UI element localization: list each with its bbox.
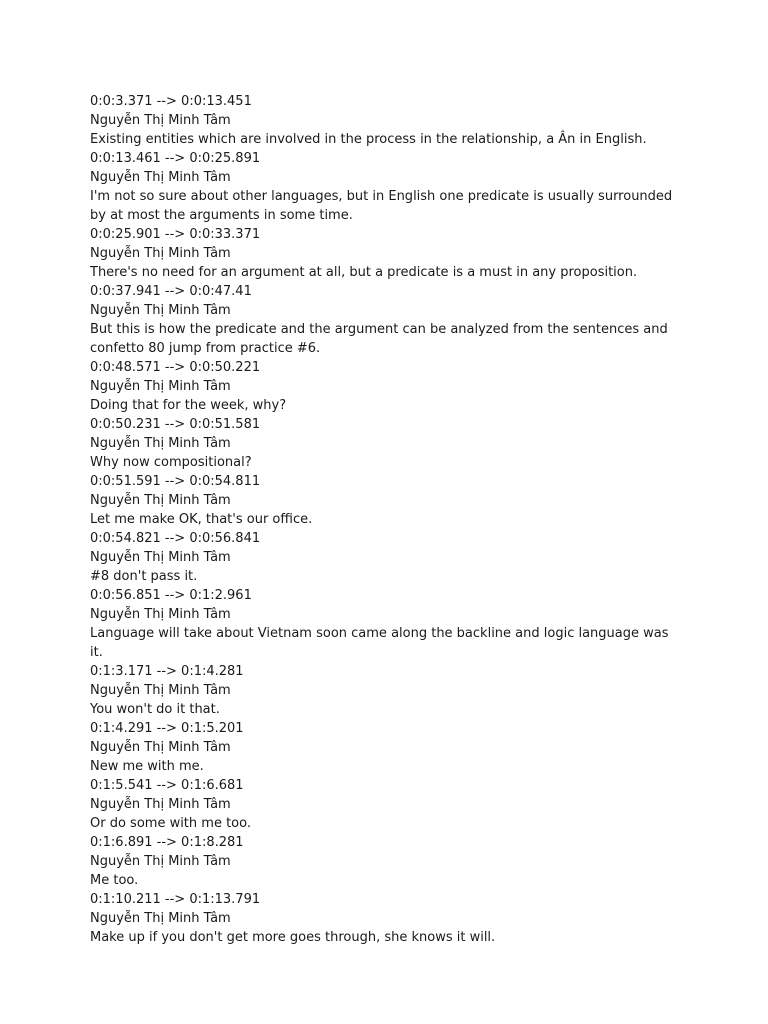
timestamp: 0:1:4.291 --> 0:1:5.201 [90, 721, 244, 736]
transcript-entry [90, 529, 680, 586]
timestamp: 0:0:13.461 --> 0:0:25.891 [90, 151, 261, 166]
utterance-text: Existing entities which are involved in the process in the relationship, a Ân in English. [90, 132, 647, 147]
speaker-name: Nguyễn Thị Minh Tâm [90, 113, 231, 128]
utterance-text: New me with me. [90, 759, 204, 774]
timestamp: 0:1:3.171 --> 0:1:4.281 [90, 664, 244, 679]
timestamp: 0:1:5.541 --> 0:1:6.681 [90, 778, 244, 793]
timestamp: 0:1:10.211 --> 0:1:13.791 [90, 892, 261, 907]
speaker-name: Nguyễn Thị Minh Tâm [90, 550, 231, 565]
transcript-entry [90, 719, 680, 776]
transcript-page [90, 92, 680, 947]
timestamp: 0:0:54.821 --> 0:0:56.841 [90, 531, 261, 546]
utterance-text: There's no need for an argument at all, but a predicate is a must in any proposition. [90, 265, 638, 280]
utterance-text: Me too. [90, 873, 139, 888]
transcript-entry [90, 776, 680, 833]
speaker-name: Nguyễn Thị Minh Tâm [90, 607, 231, 622]
timestamp: 0:0:25.901 --> 0:0:33.371 [90, 227, 261, 242]
utterance-text: #8 don't pass it. [90, 569, 198, 584]
speaker-name: Nguyễn Thị Minh Tâm [90, 740, 231, 755]
transcript-entry [90, 415, 680, 472]
utterance-text: Doing that for the week, why? [90, 398, 287, 413]
speaker-name: Nguyễn Thị Minh Tâm [90, 379, 231, 394]
utterance-text: I'm not so sure about other languages, but in English one predicate is usually surrounded by at most the arguments in some time. [90, 189, 673, 223]
timestamp: 0:0:3.371 --> 0:0:13.451 [90, 94, 252, 109]
utterance-text: Why now compositional? [90, 455, 252, 470]
utterance-text: Let me make OK, that's our office. [90, 512, 313, 527]
transcript-entry [90, 92, 680, 149]
timestamp: 0:0:50.231 --> 0:0:51.581 [90, 417, 261, 432]
speaker-name: Nguyễn Thị Minh Tâm [90, 170, 231, 185]
timestamp: 0:0:56.851 --> 0:1:2.961 [90, 588, 252, 603]
utterance-text: But this is how the predicate and the argument can be analyzed from the sentences and confetto 80 jump from practice #6. [90, 322, 668, 356]
transcript-entry [90, 890, 680, 947]
timestamp: 0:1:6.891 --> 0:1:8.281 [90, 835, 244, 850]
utterance-text: Language will take about Vietnam soon came along the backline and logic language was it. [90, 626, 669, 660]
speaker-name: Nguyễn Thị Minh Tâm [90, 911, 231, 926]
speaker-name: Nguyễn Thị Minh Tâm [90, 493, 231, 508]
transcript-entry [90, 149, 680, 225]
speaker-name: Nguyễn Thị Minh Tâm [90, 797, 231, 812]
utterance-text: You won't do it that. [90, 702, 220, 717]
transcript-entry [90, 586, 680, 662]
transcript-entry [90, 225, 680, 282]
transcript-entry [90, 662, 680, 719]
speaker-name: Nguyễn Thị Minh Tâm [90, 854, 231, 869]
speaker-name: Nguyễn Thị Minh Tâm [90, 246, 231, 261]
utterance-text: Or do some with me too. [90, 816, 251, 831]
transcript-entry [90, 472, 680, 529]
speaker-name: Nguyễn Thị Minh Tâm [90, 683, 231, 698]
speaker-name: Nguyễn Thị Minh Tâm [90, 436, 231, 451]
timestamp: 0:0:51.591 --> 0:0:54.811 [90, 474, 261, 489]
transcript-entry [90, 282, 680, 358]
speaker-name: Nguyễn Thị Minh Tâm [90, 303, 231, 318]
utterance-text: Make up if you don't get more goes through, she knows it will. [90, 930, 496, 945]
timestamp: 0:0:37.941 --> 0:0:47.41 [90, 284, 252, 299]
transcript-entry [90, 358, 680, 415]
timestamp: 0:0:48.571 --> 0:0:50.221 [90, 360, 261, 375]
transcript-entry [90, 833, 680, 890]
